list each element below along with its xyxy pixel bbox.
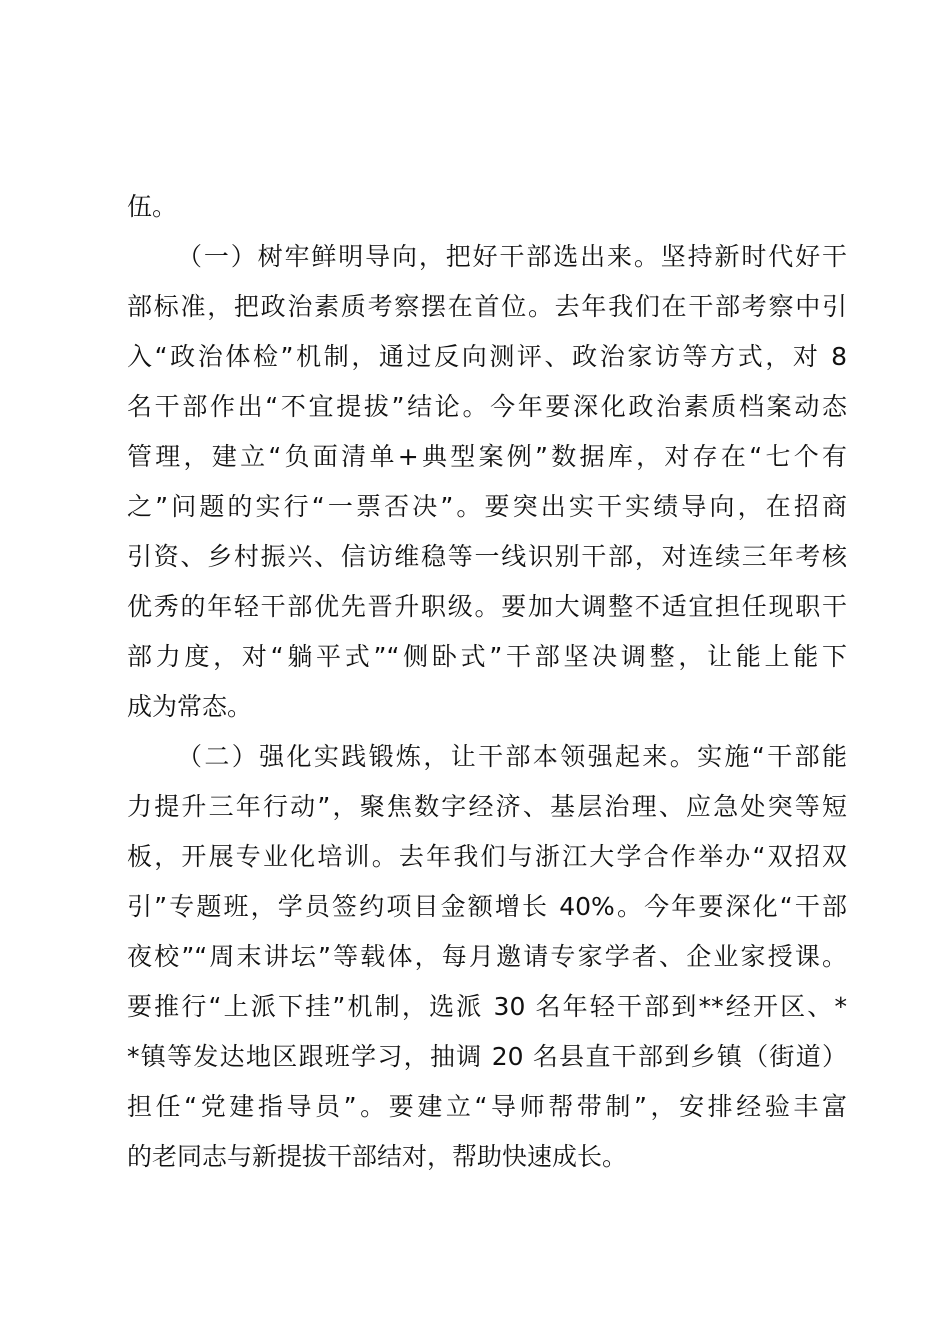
text-line: 的老同志与新提拔干部结对，帮助快速成长。 <box>127 1142 628 1171</box>
text-line: 优秀的年轻干部优先晋升职级。要加大调整不适宜担任现职干 <box>127 592 847 621</box>
text-line: 成为常态。 <box>127 692 253 721</box>
text-line: 要推行“上派下挂”机制，选派 30 名年轻干部到**经开区、* <box>127 992 847 1021</box>
text-line: 夜校”“周末讲坛”等载体，每月邀请专家学者、企业家授课。 <box>127 942 847 971</box>
text-line: 板，开展专业化培训。去年我们与浙江大学合作举办“双招双 <box>127 842 847 871</box>
text-line: 名干部作出“不宜提拔”结论。今年要深化政治素质档案动态 <box>127 392 847 421</box>
text-line: 引资、乡村振兴、信访维稳等一线识别干部，对连续三年考核 <box>127 542 847 571</box>
text-line: *镇等发达地区跟班学习，抽调 20 名县直干部到乡镇（街道） <box>127 1042 847 1071</box>
body-text <box>127 182 847 1182</box>
text-line: 引”专题班，学员签约项目金额增长 40%。今年要深化“干部 <box>127 892 847 921</box>
text-line: 管理，建立“负面清单+典型案例”数据库，对存在“七个有 <box>127 442 847 471</box>
text-line: 部力度，对“躺平式”“侧卧式”干部坚决调整，让能上能下 <box>127 642 847 671</box>
text-line: 入“政治体检”机制，通过反向测评、政治家访等方式，对 8 <box>127 342 847 371</box>
text-line: 担任“党建指导员”。要建立“导师帮带制”，安排经验丰富 <box>127 1092 847 1121</box>
text-line: （二）强化实践锻炼，让干部本领强起来。实施“干部能 <box>177 742 847 771</box>
text-line: 伍。 <box>127 192 178 221</box>
text-line: 部标准，把政治素质考察摆在首位。去年我们在干部考察中引 <box>127 292 847 321</box>
text-line: （一）树牢鲜明导向，把好干部选出来。坚持新时代好干 <box>177 242 847 271</box>
text-line: 之”问题的实行“一票否决”。要突出实干实绩导向，在招商 <box>127 492 847 521</box>
text-line: 力提升三年行动”，聚焦数字经济、基层治理、应急处突等短 <box>127 792 847 821</box>
